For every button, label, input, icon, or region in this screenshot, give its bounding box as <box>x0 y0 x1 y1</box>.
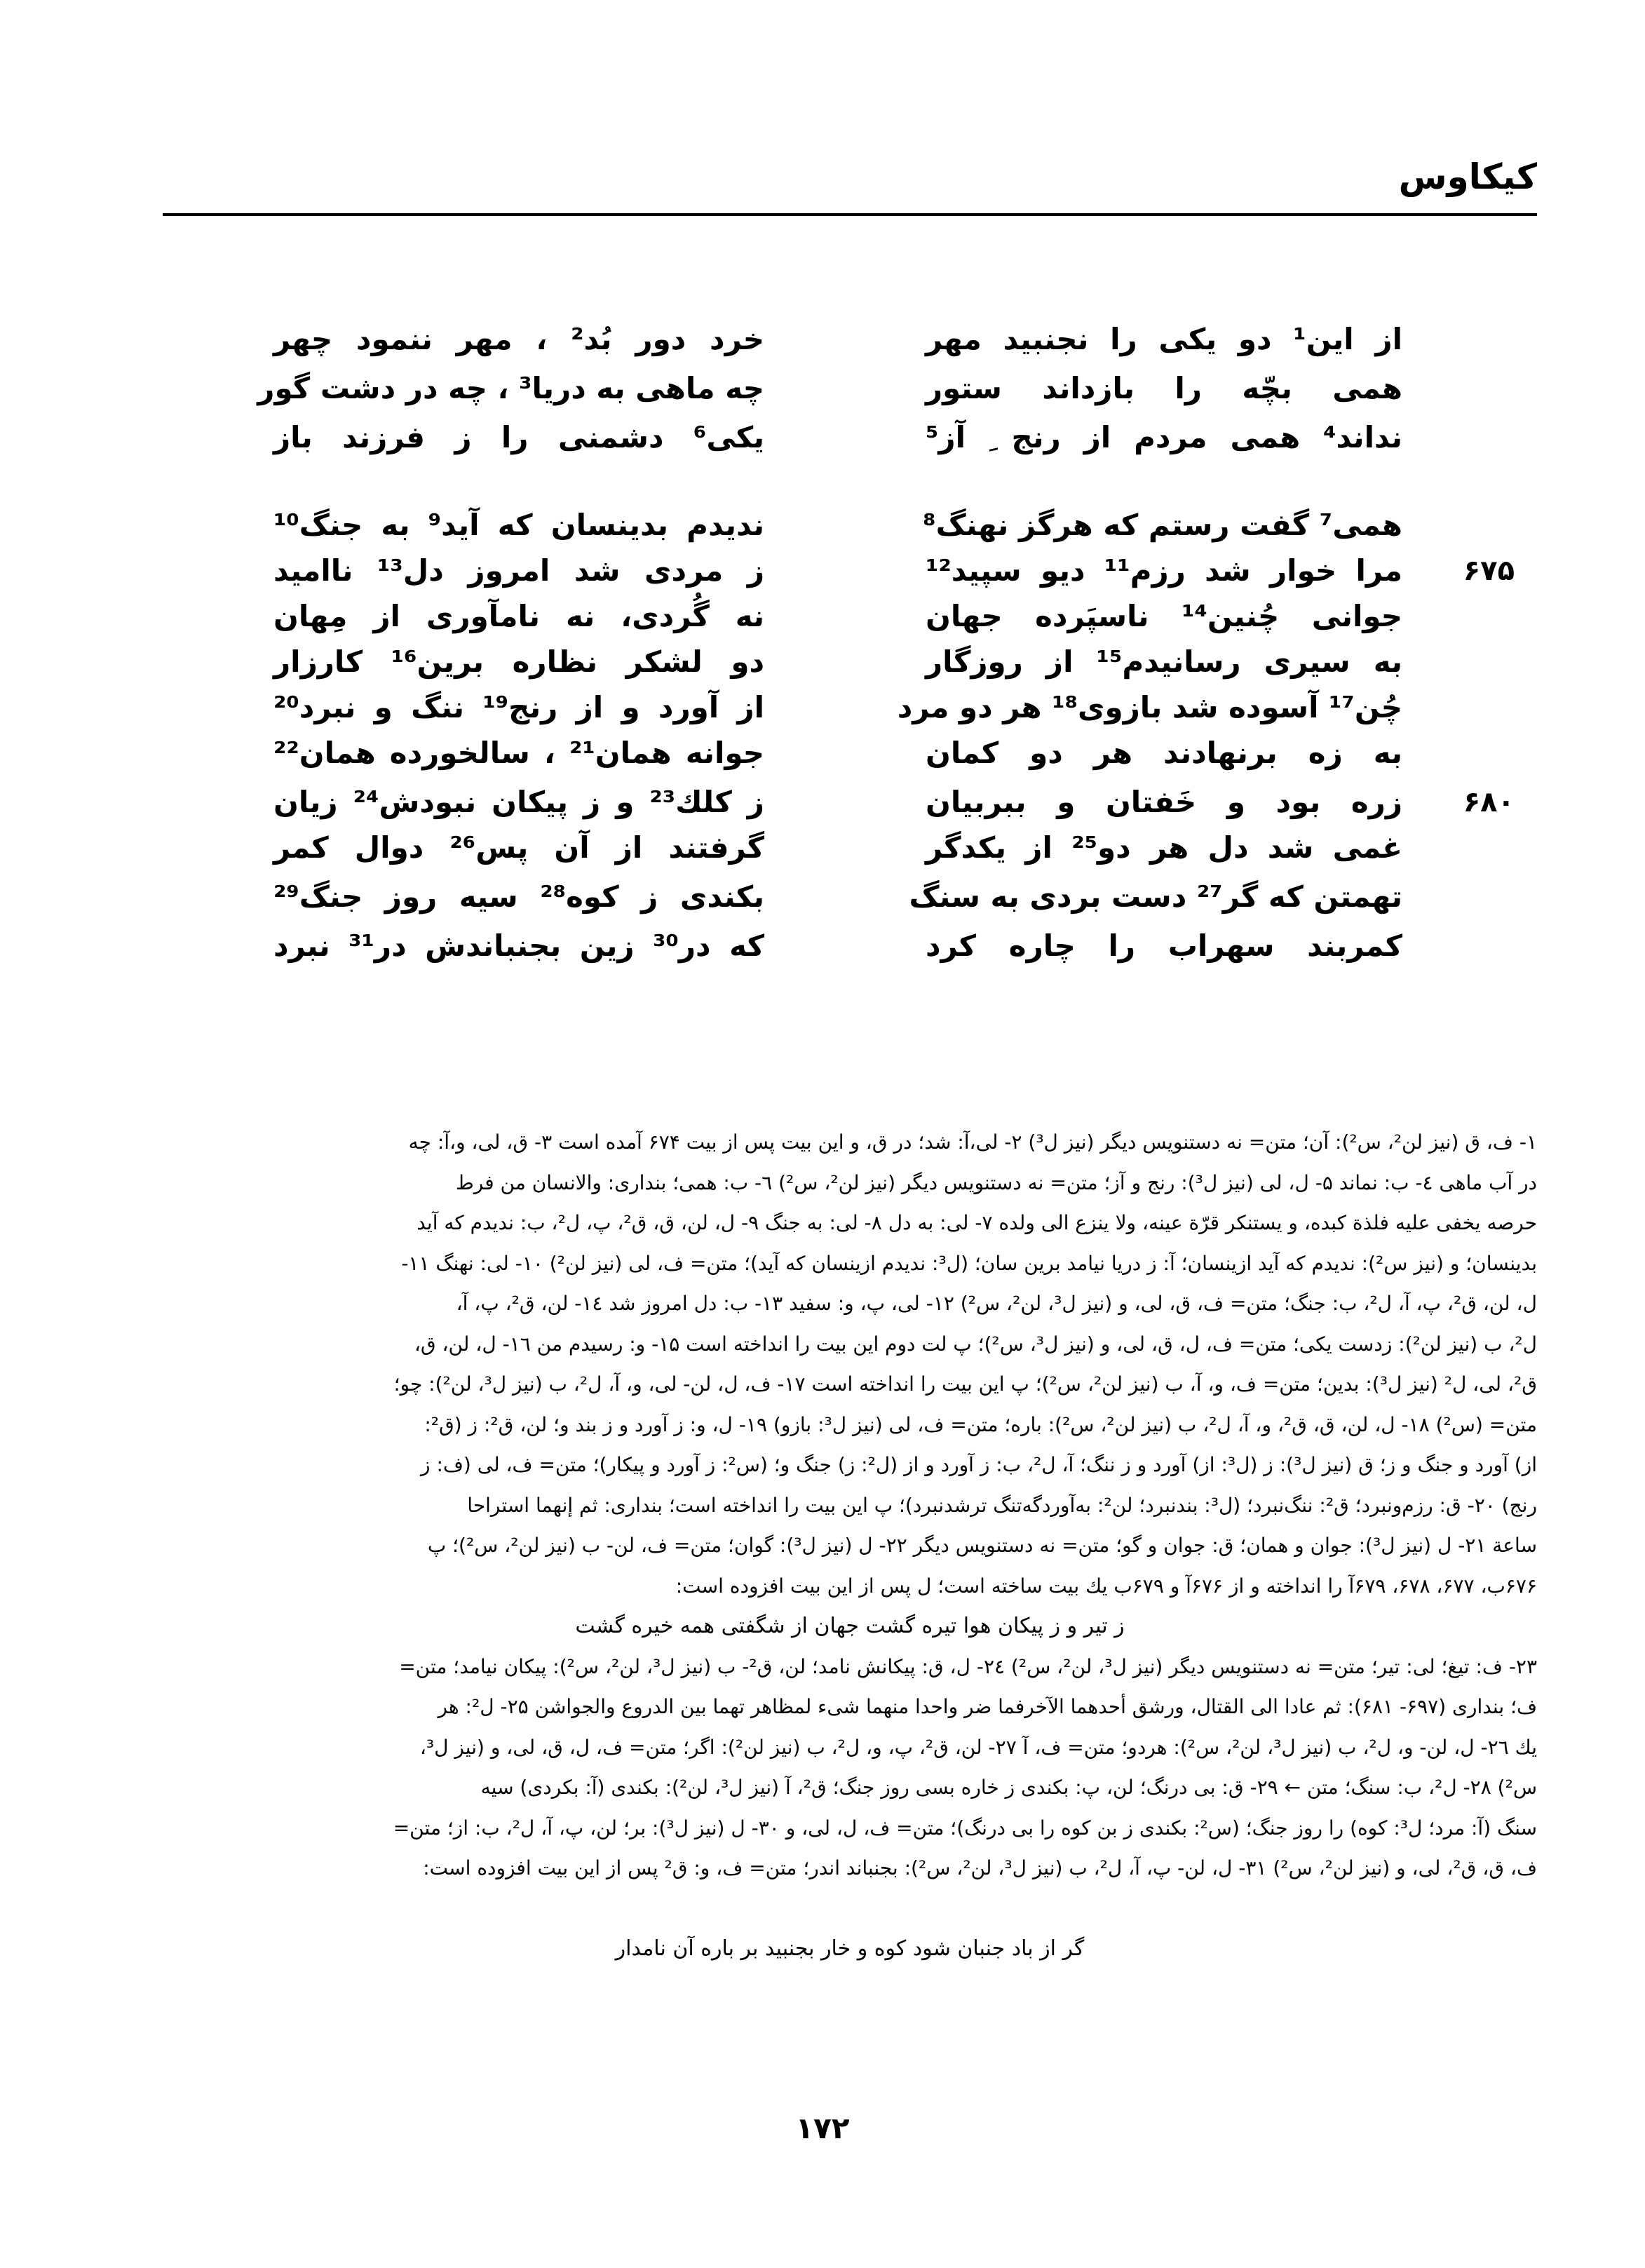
footnote-line: از) آورد و جنگ و ز؛ ق (نیز ل³): ز (ل³: از) آورد و ز ننگ؛ آ، ل²، ب: ز آورد و از (ل²: ز) جنگ و؛ (س²: ز آورد و پیکار)؛ متن= ف، لی (ف: ز <box>421 1453 1537 1476</box>
footnote-line: سنگ (آ: مرد؛ ل³: کوه) را روز جنگ؛ (س²: بکندی ز بن کوه را بی درنگ)؛ متن= ف، ل، لی، و ۳۰- ل (نیز ل³): بر؛ لن، پ، آ، ل²، ب: از؛ متن= <box>393 1816 1537 1840</box>
running-title: کیکاوس <box>1398 156 1537 197</box>
footnote-line: ساعة ۲۱- ل (نیز ل³): جوان و همان؛ ق: جوان و گو؛ متن= نه دستنویس دیگر ۲۲- ل (نیز ل³): گوان؛ متن= ف، لن- ب (نیز لن²، س²)؛ پ <box>427 1534 1537 1557</box>
couplet <box>252 414 1515 461</box>
couplet <box>252 873 1515 921</box>
footnote-line: ق²، لی، ل² (نیز ل³): بدین؛ متن= ف، و، آ، ب (نیز لن²، س²)؛ پ این بیت را انداخته است ۱۷- ف، ل، لن- لی، و، آ، ل²، ب (نیز ل³، لن²): چو؛ <box>393 1372 1537 1396</box>
hemistich-first: غمی شد دل هر دو²⁵ از یکدگر <box>926 830 1402 865</box>
footnotes <box>163 1122 1537 1969</box>
verse-number: ۶۸۰ <box>1463 786 1515 818</box>
couplet <box>252 316 1515 363</box>
footnote-line: س²) ۲۸- ل²، ب: سنگ؛ متن ← ۲۹- ق: بی درنگ؛ لن، پ: بکندی ز خاره بسی روز جنگ؛ ق²، آ (نیز ل³، لن²): بکندی (آ: بکردی) سیه <box>480 1776 1537 1799</box>
page-header <box>163 156 1537 212</box>
hemistich-first: همی بچّه را بازداند ستور <box>926 371 1402 405</box>
hemistich-first: چُن¹⁷ آسوده شد بازوی¹⁸ هر دو مرد <box>897 690 1402 724</box>
hemistich-second: چه ماهی به دریا³ ، چه در دشت گور <box>257 371 764 405</box>
page-number: ۱۷۲ <box>795 2111 850 2145</box>
hemistich-second: از آورد و از رنج¹⁹ ننگ و نبرد²⁰ <box>273 690 764 724</box>
hemistich-first: جوانی چُنین¹⁴ ناسپَرده جهان <box>926 599 1402 633</box>
hemistich-first: به زه برنهادند هر دو کمان <box>926 736 1402 770</box>
couplet <box>252 824 1515 872</box>
footnote-line: بدینسان؛ و (نیز س²): ندیدم که آید ازینسان؛ آ: ز دریا نیامد برین سان؛ (ل³: ندیدم ازینسان که آید)؛ متن= ف، لی (نیز لن²) ۱۰- لی: نهنگ ۱۱- <box>401 1251 1537 1275</box>
hemistich-first: از این¹ دو یکی را نجنبید مهر <box>926 322 1402 356</box>
hemistich-second: دو لشکر نظاره برین¹⁶ کارزار <box>273 644 765 679</box>
hemistich-first: به سیری رسانیدم¹⁵ از روزگار <box>926 644 1402 679</box>
verse-number: ۶۷۵ <box>1463 555 1515 587</box>
hemistich-first: تهمتن که گر²⁷ دست بردی به سنگ <box>909 879 1402 914</box>
hemistich-second: بکندی ز کوه²⁸ سیه روز جنگ²⁹ <box>273 879 764 914</box>
footnote-line: ۲۳- ف: تیغ؛ لی: تیر؛ متن= نه دستنویس دیگر (نیز ل³، لن²، س²) ٢٤- ل، ق: پیکانش نامد؛ لن، ق²- ب (نیز ل³، لن²، س²): پیکان نیامد؛ متن= <box>399 1654 1537 1678</box>
footnote-line: متن= (س²) ۱۸- ل، لن، ق، ق²، و، آ، ل²، ب (نیز لن²، س²): باره؛ متن= ف، لی (نیز ل³: بازو) ۱۹- ل، و: ز آورد و ز بند و؛ لن، ق²: ز (ق²: <box>424 1412 1537 1436</box>
hemistich-first: مرا خوار شد رزم¹¹ دیو سپید¹² <box>926 553 1402 588</box>
couplet <box>252 501 1515 549</box>
hemistich-second: که در³⁰ زین بجنباندش در³¹ نبرد <box>273 929 765 963</box>
couplet <box>252 778 1515 826</box>
hemistich-second: نه گُردی، نه نامآوری از مِهان <box>273 599 764 633</box>
footnote-line: یك ٢٦- ل، لن- و، ل²، ب (نیز ل³، لن²، س²): هردو؛ متن= ف، آ ۲۷- لن، ق²، پ، و، ل²، ب (نیز لن²): اگر؛ متن= ف، ل، ق، لی، و (نیز ل³، <box>419 1735 1537 1759</box>
footnote-line <box>163 1889 1537 1929</box>
couplet <box>252 547 1515 595</box>
footnote-line: ۱- ف، ق (نیز لن²، س²): آن؛ متن= نه دستنویس دیگر (نیز ل³) ۲- لی،آ: شد؛ در ق، و این بیت پس از بیت ۶۷۴ آمده است ۳- ق، لی، و،آ: چه <box>408 1130 1537 1154</box>
footnote-line: ۶۷۶ب، ۶۷۷، ۶۷۸، ۶۷۹آ را انداخته و از ۶۷۶آ و ۶۷۹ب یك بیت ساخته است؛ ل پس از این بیت افزوده است: <box>675 1574 1537 1598</box>
couplet <box>252 729 1515 777</box>
hemistich-first: کمربند سهراب را چاره کرد <box>926 929 1402 963</box>
footnote-line: ل، لن، ق²، پ، آ، ل²، ب: جنگ؛ متن= ف، ق، لی، و (نیز ل³، لن²، س²) ۱۲- لی، پ، و: سفید ۱۳- ب: دل امروز شد ١٤- لن، ق²، پ، آ، <box>456 1292 1537 1315</box>
hemistich-first: زره بود و خَفتان و ببربیان <box>926 785 1402 819</box>
couplet <box>252 365 1515 412</box>
hemistich-second: ز مردی شد امروز دل¹³ ناامید <box>273 553 765 588</box>
couplet <box>252 684 1515 731</box>
hemistich-second: ز کلك²³ و ز پیکان نبودش²⁴ زیان <box>273 785 764 819</box>
header-rule <box>163 213 1537 216</box>
hemistich-second: ندیدم بدینسان که آید⁹ به جنگ¹⁰ <box>273 508 765 542</box>
footnote-line: ف؛ بنداری (۶۹۷- ۶۸۱): ثم عادا الی القتال، ورشق أحدهما الآخرفما ضر واحدا منهما شیء لمظاهر تهما بین الدروع والجواشن ۲۵- ل²: هر <box>438 1695 1537 1718</box>
hemistich-second: یکی⁶ دشمنی را ز فرزند باز <box>273 420 764 454</box>
hemistich-first: نداند⁴ همی مردم از رنج ِ آز⁵ <box>926 420 1402 454</box>
footnote-line: ف، ق، ق²، لی، و (نیز لن²، س²) ۳۱- ل، لن- پ، آ، ل²، ب (نیز ل³، لن²، س²): بجنباند اندر؛ متن= ف، و: ق² پس از این بیت افزوده است: <box>423 1856 1537 1879</box>
couplet <box>252 638 1515 686</box>
poem-body <box>252 316 1515 1038</box>
hemistich-second: گرفتند از آن پس²⁶ دوال کمر <box>273 830 765 865</box>
footnote-line: ل²، ب (نیز لن²): زدست یکی؛ متن= ف، ل، ق، لی، و (نیز ل³، س²)؛ پ لت دوم این بیت را انداخته است ۱۵- و: رسیدم من ١٦- ل، لن، ق، <box>414 1332 1537 1356</box>
footnote-inserted-verse: گر از باد جنبان شود کوه و خار بجنبید بر باره آن نامدار <box>615 1936 1085 1961</box>
hemistich-second: خرد دور بُد² ، مهر ننمود چهر <box>273 322 764 356</box>
footnote-line: رنج) ۲۰- ق: رزم‌ونبرد؛ ق²: ننگ‌نبرد؛ (ل³: بندنبرد؛ لن²: به‌آوردگه‌تنگ ترشدنبرد)؛ پ این بیت را انداخته است؛ بنداری: ثم إنهما استراحا <box>467 1493 1537 1517</box>
footnote-inserted-verse: ز تیر و ز پیکان هوا تیره گشت جهان از شگفتی همه خیره گشت <box>575 1614 1125 1638</box>
footnote-line: در آب ماهی ٤- ب: نماند ۵- ل، لی (نیز ل³): رنج و آز؛ متن= نه دستنویس دیگر (نیز لن²، س²) ٦- ب: همی؛ بنداری: والانسان من فرط <box>455 1170 1537 1194</box>
footnote-line: حرصه یخفی علیه فلذة کبده، و یستنکر قرّة عینه، ولا ینزع الی ولده ۷- لی: به دل ۸- لی: به جنگ ۹- ل، لن، ق، ق²، پ، ل²، ب: ندیدم که آید <box>417 1211 1537 1234</box>
hemistich-first: همی⁷ گفت رستم که هرگز نهنگ⁸ <box>923 508 1402 542</box>
hemistich-second: جوانه همان²¹ ، سالخورده همان²² <box>273 736 764 770</box>
couplet <box>252 593 1515 640</box>
couplet <box>252 922 1515 970</box>
